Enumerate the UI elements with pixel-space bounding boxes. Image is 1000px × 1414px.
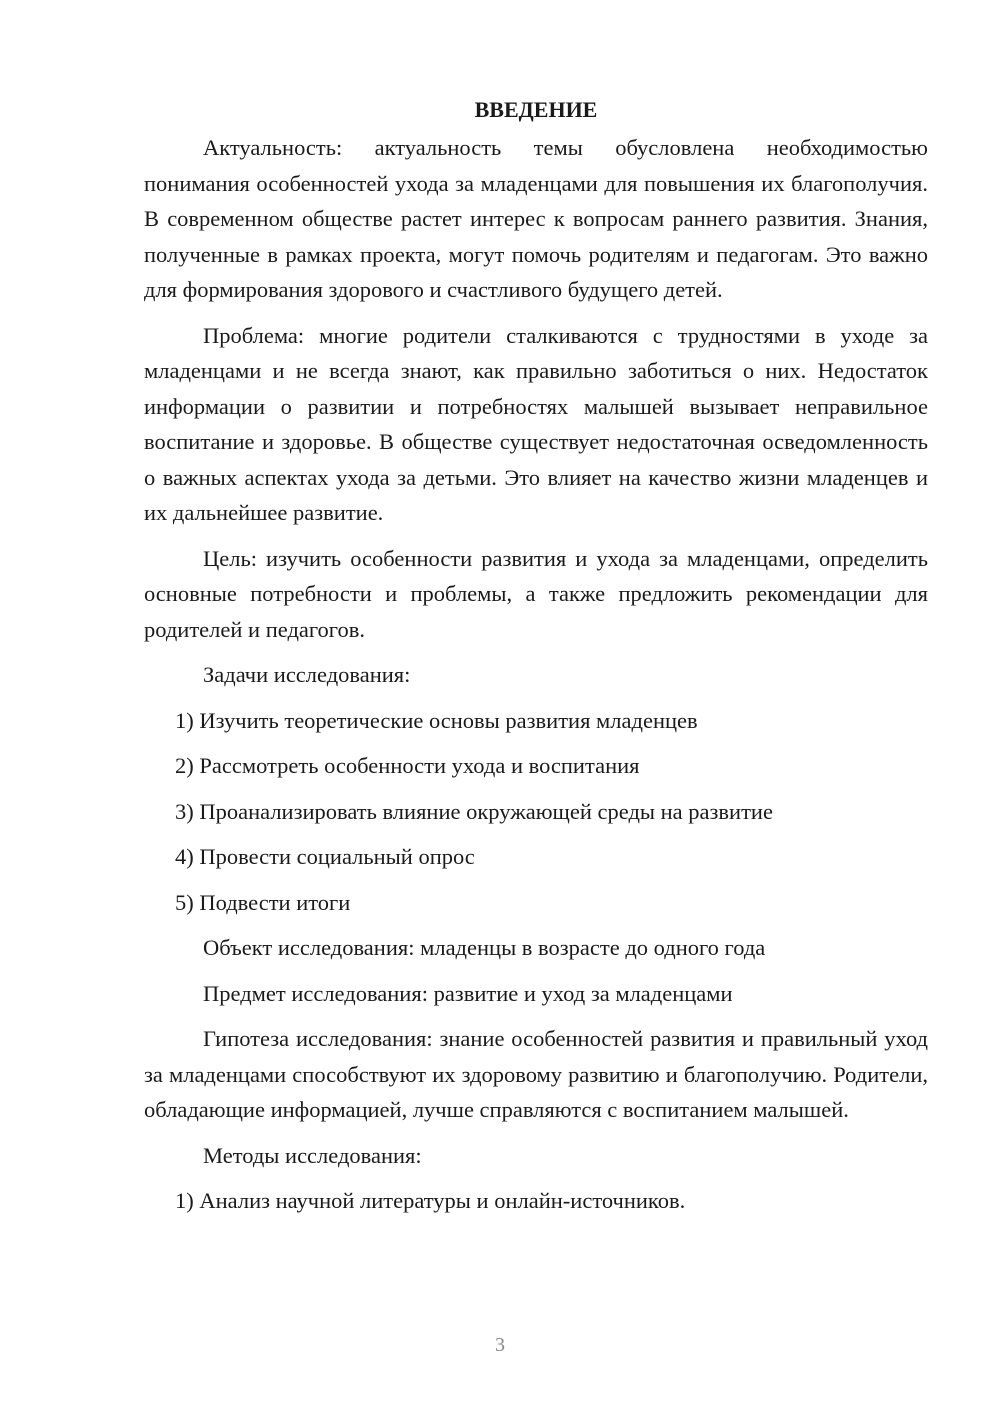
- research-subject: Предмет исследования: развитие и уход за младенцами: [203, 980, 733, 1006]
- task-item: 1) Изучить теоретические основы развития младенцев: [175, 707, 698, 733]
- task-item: 3) Проанализировать влияние окружающей среды на развитие: [175, 798, 773, 824]
- relevance-paragraph: Актуальность: актуальность темы обусловлена необходимостью понимания особенностей ухода за младенцами для повышения их благополучия. В современном обществе растет интерес к вопросам раннего развития. Знания, полученные в рамках проекта, могут помочь родителям и педагогам. Это важно для формирования здорового и счастливого будущего детей.: [144, 135, 928, 302]
- problem-paragraph: Проблема: многие родители сталкиваются с трудностями в уходе за младенцами и не всегда знают, как правильно заботиться о них. Недостаток информации о развитии и потребностях малышей вызывает неправильное воспитание и здоровье. В обществе существует недостаточная осведомленность о важных аспектах ухода за детьми. Это влияет на качество жизни младенцев и их дальнейшее развитие.: [144, 322, 928, 525]
- document-page: [144, 92, 928, 1229]
- methods-title: Методы исследования:: [203, 1142, 422, 1168]
- research-object: Объект исследования: младенцы в возрасте до одного года: [203, 935, 766, 960]
- task-item: 2) Рассмотреть особенности ухода и воспитания: [175, 753, 640, 778]
- tasks-title: Задачи исследования:: [203, 662, 411, 687]
- task-item: 5) Подвести итоги: [175, 889, 351, 915]
- section-heading: ВВЕДЕНИЕ: [474, 97, 598, 122]
- task-item: 4) Провести социальный опрос: [175, 844, 475, 869]
- hypothesis-paragraph: Гипотеза исследования: знание особенностей развития и правильный уход за младенцами способствуют их здоровому развитию и благополучию. Родители, обладающие информацией, лучше справляются с воспитанием малышей.: [144, 1026, 928, 1122]
- page-number: 3: [495, 1334, 505, 1356]
- method-item: 1) Анализ научной литературы и онлайн-источников.: [175, 1188, 686, 1213]
- goal-paragraph: Цель: изучить особенности развития и ухода за младенцами, определить основные потребности и проблемы, а также предложить рекомендации для родителей и педагогов.: [144, 545, 928, 642]
